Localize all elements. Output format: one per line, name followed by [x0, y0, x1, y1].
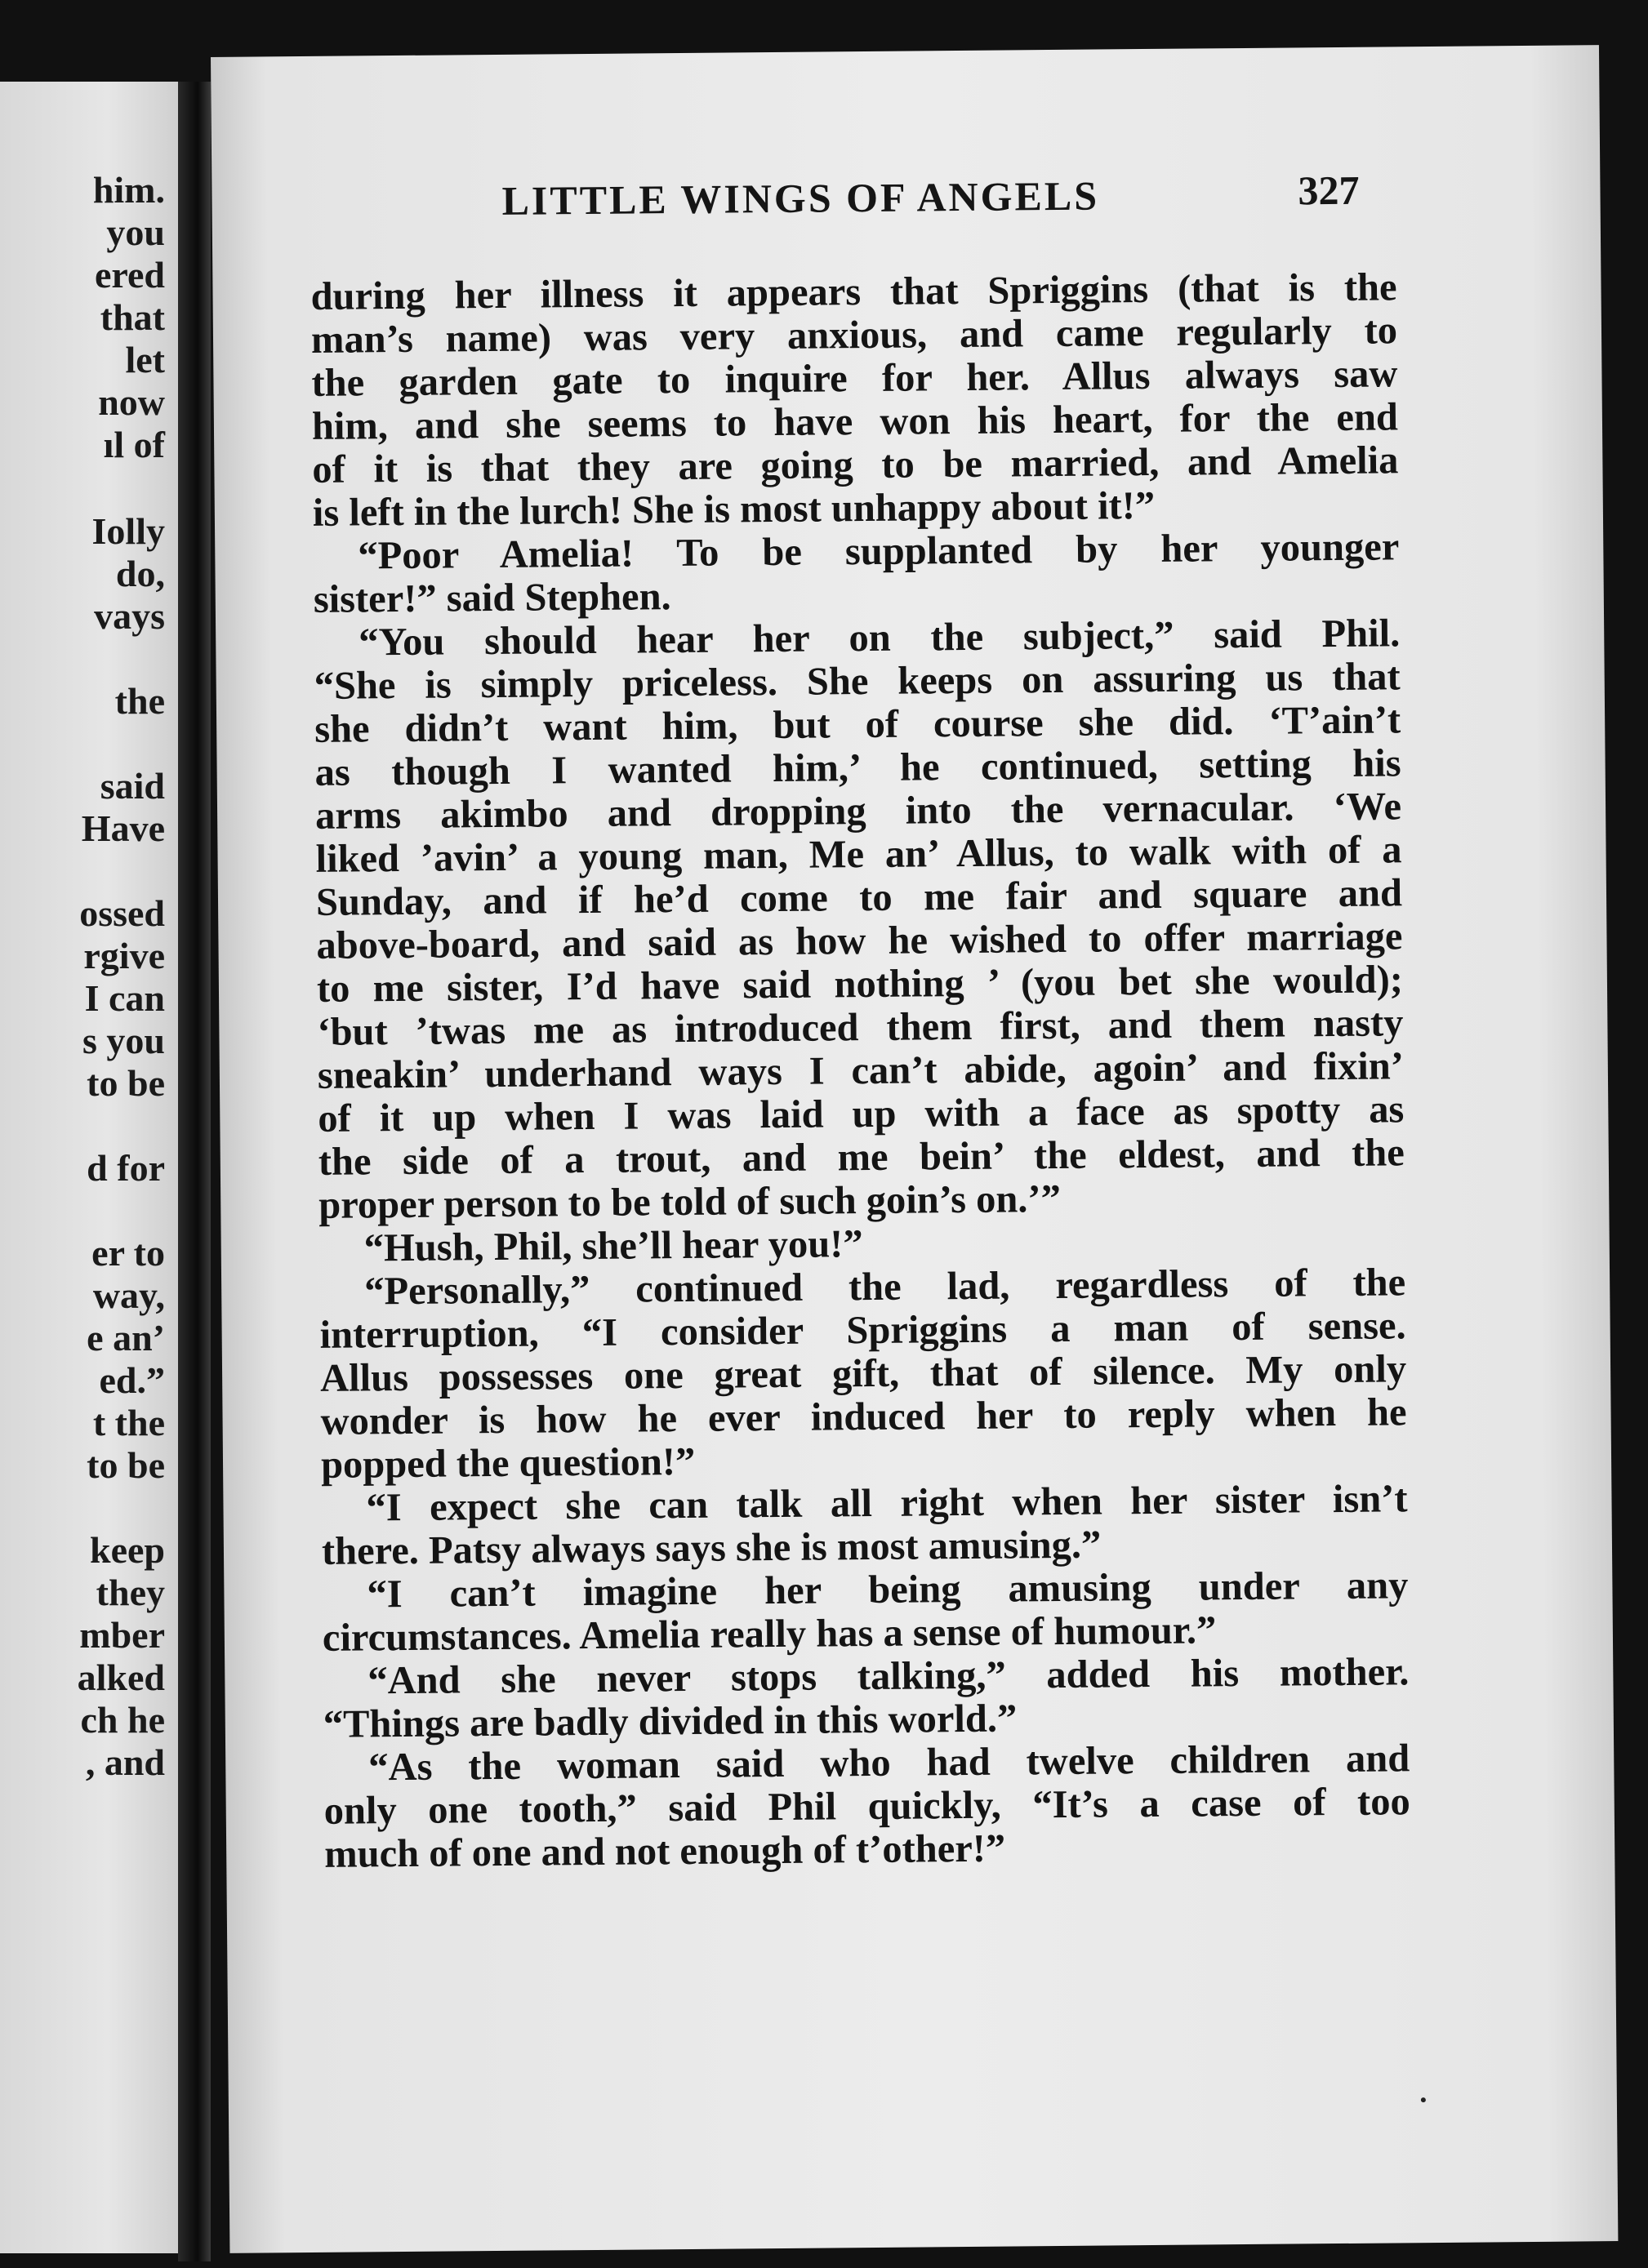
text-line: of it up when I was laid up with a face as spotty as [318, 1087, 1405, 1141]
left-page-fragment: rgive [83, 935, 165, 976]
text-line: “I expect she can talk all right when her sister isn’t [366, 1477, 1408, 1530]
left-page-fragment: Iolly [91, 510, 165, 552]
text-line: man’s name) was very anxious, and came regularly to [310, 309, 1398, 362]
text-line: to me sister, I’d have said nothing ’ (you bet she would); [316, 958, 1404, 1011]
body-text [310, 265, 1410, 1876]
running-head [212, 167, 1601, 245]
text-line: “And she never stops talking,” added his mother. [367, 1650, 1410, 1703]
text-line: “Poor Amelia! To be supplanted by her younger [358, 525, 1400, 578]
left-page-fragment: alked [77, 1657, 165, 1698]
text-line: “She is simply priceless. She keeps on assuring us that [314, 655, 1401, 708]
text-line: circumstances. Amelia really has a sense of humour.” [322, 1608, 1217, 1660]
text-line: “Hush, Phil, she’ll hear you!” [363, 1222, 863, 1270]
text-line: interruption, “I consider Spriggins a man of sense. [319, 1304, 1406, 1357]
text-line: “Things are badly divided in this world.” [323, 1697, 1018, 1746]
text-line: she didn’t want him, but of course she did. ‘T’ain’t [314, 698, 1401, 751]
left-page-fragment: er to [91, 1232, 165, 1274]
left-page-fragment: vays [94, 595, 165, 637]
left-page-fragment: said [100, 765, 165, 807]
text-line: of it is that they are going to be married, and Amelia [312, 438, 1399, 491]
left-page-fragment: do, [115, 553, 165, 594]
text-line: liked ’avin’ a young man, Me an’ Allus, to walk with of a [315, 828, 1402, 881]
left-page-fragment: to be [87, 1444, 165, 1486]
text-line: during her illness it appears that Spriggins (that is the [310, 265, 1397, 318]
text-line: proper person to be told of such goin’s on.’” [318, 1176, 1062, 1227]
ink-speck [1421, 2097, 1426, 2102]
left-page-fragment: way, [92, 1274, 165, 1316]
text-line: “Personally,” continued the lad, regardless of the [363, 1261, 1406, 1314]
text-line: Sunday, and if he’d come to me fair and square and [315, 871, 1403, 924]
left-page-fragment: him. [92, 169, 165, 211]
text-line: is left in the lurch! She is most unhappy about it!” [312, 483, 1156, 535]
text-line: arms akimbo and dropping into the vernacular. ‘We [314, 785, 1402, 838]
text-line: him, and she seems to have won his heart, for the end [311, 395, 1399, 448]
left-page-fragment: ossed [79, 892, 165, 934]
left-page-fragment: now [98, 381, 165, 423]
left-page-fragment: Have [81, 807, 165, 849]
left-page-fragment: to be [87, 1062, 165, 1104]
left-page-fragment: that [100, 296, 165, 338]
page-number: 327 [1298, 167, 1360, 214]
text-line: above-board, and said as how he wished to offer marriage [316, 914, 1403, 967]
text-line: “As the woman said who had twelve children and [368, 1737, 1410, 1790]
text-line: ‘but ’twas me as introduced them first, and them nasty [317, 1001, 1404, 1054]
text-line: wonder is how he ever induced her to reply when he [320, 1390, 1407, 1443]
text-line: “I can’t imagine her being amusing under any [367, 1563, 1409, 1617]
left-page-fragment: ered [94, 254, 165, 296]
text-line: popped the question!” [320, 1439, 696, 1487]
left-page-fragment: e an’ [87, 1317, 165, 1359]
left-page-fragment: let [125, 339, 165, 380]
left-page-fragment: the [114, 680, 165, 722]
left-page-fragment: ed.” [99, 1359, 165, 1401]
left-page-fragment: ch he [80, 1699, 165, 1741]
left-page-fragment: t the [92, 1402, 165, 1443]
text-line: only one tooth,” said Phil quickly, “It’s a case of too [323, 1780, 1410, 1833]
left-page [0, 82, 180, 2253]
text-line: Allus possesses one great gift, that of silence. My only [319, 1347, 1407, 1400]
left-page-fragment: d for [87, 1147, 165, 1189]
text-line: the side of a trout, and me bein’ the eldest, and the [318, 1131, 1405, 1184]
text-line: sister!” said Stephen. [313, 575, 671, 621]
left-page-fragment: I can [84, 977, 165, 1019]
text-line: sneakin’ underhand ways I can’t abide, agoin’ and fixin’ [317, 1044, 1405, 1097]
right-page [211, 45, 1618, 2253]
text-line: “You should hear her on the subject,” said Phil. [359, 611, 1401, 665]
text-line: the garden gate to inquire for her. Allus always saw [311, 352, 1398, 405]
text-line: much of one and not enough of t’other!” [323, 1826, 1006, 1876]
left-page-fragment: keep [90, 1529, 165, 1571]
left-page-fragment: ıl of [103, 424, 165, 465]
left-page-fragment: they [96, 1572, 165, 1613]
left-page-fragment: you [106, 211, 165, 253]
text-line: there. Patsy always says she is most amusing.” [321, 1523, 1102, 1573]
left-page-fragment: , and [85, 1741, 165, 1783]
running-title: LITTLE WINGS OF ANGELS [501, 172, 1100, 224]
left-page-fragment: mber [79, 1614, 165, 1656]
book-gutter [178, 82, 211, 2261]
left-page-fragment: s you [82, 1020, 165, 1061]
text-line: as though I wanted him,’ he continued, setting his [314, 741, 1401, 794]
